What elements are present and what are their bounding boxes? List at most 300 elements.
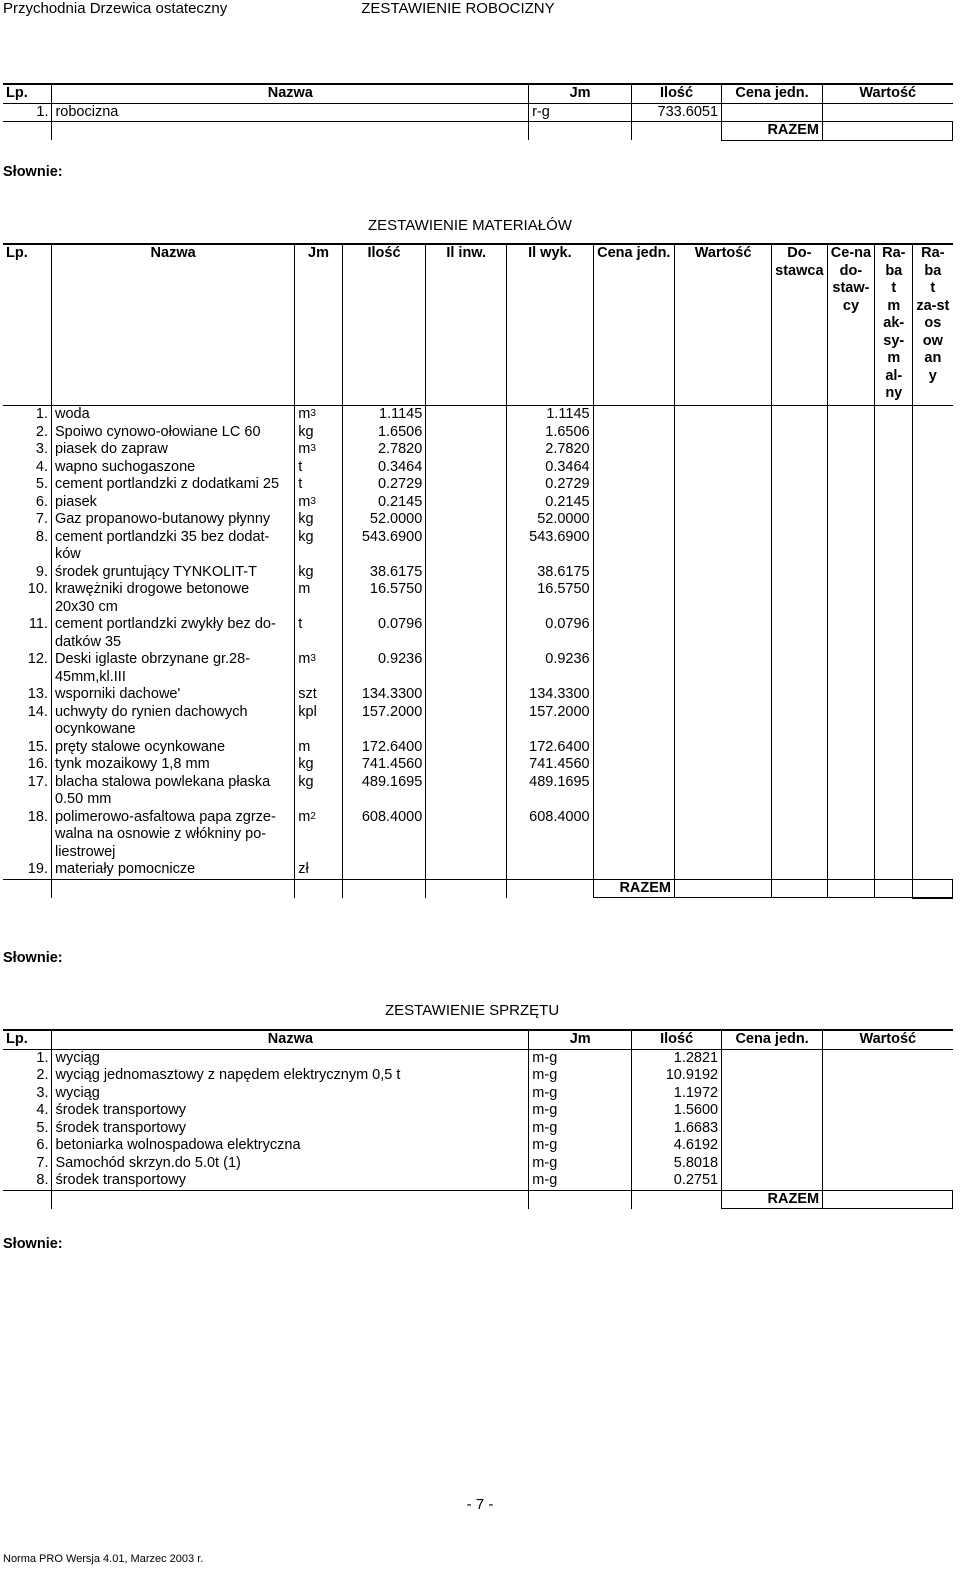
materials-title: ZESTAWIENIE MATERIAŁÓW	[368, 217, 572, 234]
row-value	[823, 1155, 953, 1173]
row-lp: 7.	[36, 1154, 49, 1171]
row-empty	[827, 616, 875, 651]
table-row	[3, 511, 953, 529]
row-lp: 5.	[36, 1119, 49, 1136]
row-lp: 6.	[35, 493, 48, 510]
row-price	[722, 1102, 823, 1120]
row-unit	[295, 511, 342, 529]
row-wyk: 741.4560	[507, 756, 594, 774]
row-empty	[593, 651, 674, 686]
row-qty: 0.2751	[632, 1172, 722, 1190]
table-row	[3, 861, 953, 879]
row-name: polimerowo-asfaltowa papa zgrze-walna na osnowie z włókniny po-liestrowej	[51, 809, 294, 862]
unit-exponent: 3	[310, 408, 316, 419]
unit-text: m	[298, 738, 311, 755]
row-name: cement portlandzki zwykły bez do-datków 35	[51, 616, 294, 651]
row-empty	[772, 424, 827, 442]
row-qty: 2.7820	[342, 441, 426, 459]
row-name: piasek do zapraw	[51, 441, 294, 459]
sum-empty	[827, 879, 875, 898]
equipment-table	[3, 1029, 953, 1209]
table-row	[3, 774, 953, 809]
equipment-col-header: Nazwa	[52, 1030, 529, 1049]
row-value	[823, 103, 953, 122]
row-lp: 14.	[27, 703, 48, 720]
row-unit	[295, 739, 342, 757]
table-row	[3, 441, 953, 459]
row-empty	[772, 564, 827, 582]
row-wyk: 0.2729	[507, 476, 594, 494]
row-empty	[593, 494, 674, 512]
row-lp: 19.	[27, 861, 48, 877]
materials-col-header: Wartość	[675, 244, 772, 406]
row-value	[823, 1120, 953, 1138]
row-empty	[875, 739, 913, 757]
unit-exponent: 2	[310, 810, 316, 822]
row-name: środek transportowy	[52, 1102, 529, 1120]
materials-col-header: Do-stawca	[772, 244, 827, 406]
row-qty: 543.6900	[342, 529, 426, 564]
row-unit: m-g	[529, 1085, 632, 1103]
row-empty	[875, 686, 913, 704]
row-unit: m-g	[529, 1049, 632, 1067]
row-empty	[913, 581, 953, 616]
row-empty	[875, 774, 913, 809]
slownie-label-3: Słownie:	[3, 1236, 63, 1252]
sum-value	[823, 1190, 953, 1209]
row-price	[722, 1049, 823, 1067]
row-empty	[875, 756, 913, 774]
row-name: wapno suchogaszone	[51, 459, 294, 477]
row-empty	[913, 704, 953, 739]
row-inw	[426, 406, 507, 424]
sum-empty	[913, 879, 953, 898]
equipment-col-header: Wartość	[823, 1030, 953, 1049]
row-qty: 4.6192	[632, 1137, 722, 1155]
row-empty	[827, 459, 875, 477]
materials-col-header: Nazwa	[51, 244, 294, 406]
unit-exponent: 3	[310, 653, 316, 664]
row-name: krawężniki drogowe betonowe 20x30 cm	[51, 581, 294, 616]
unit-text: kg	[298, 563, 314, 580]
row-empty	[913, 529, 953, 564]
row-name: środek gruntujący TYNKOLIT-T	[51, 564, 294, 582]
row-wyk: 0.3464	[507, 459, 594, 477]
sum-empty	[3, 1190, 52, 1209]
row-qty	[342, 861, 426, 879]
labor-col-header: Nazwa	[52, 84, 529, 103]
sum-empty	[632, 1190, 722, 1209]
row-empty	[827, 756, 875, 774]
row-empty	[772, 406, 827, 424]
row-unit: m-g	[529, 1120, 632, 1138]
row-empty	[593, 774, 674, 809]
sum-empty	[529, 1190, 632, 1209]
unit-text: kg	[298, 773, 314, 790]
row-empty	[675, 756, 772, 774]
row-name: wyciąg jednomasztowy z napędem elektrycznym 0,5 t	[52, 1067, 529, 1085]
row-qty: 1.2821	[632, 1049, 722, 1067]
row-qty: 172.6400	[342, 739, 426, 757]
unit-exponent: 3	[310, 443, 316, 454]
row-wyk: 543.6900	[507, 529, 594, 564]
row-name: Samochód skrzyn.do 5.0t (1)	[52, 1155, 529, 1173]
row-empty	[827, 651, 875, 686]
row-lp: 2.	[36, 1067, 49, 1083]
table-row	[3, 651, 953, 686]
row-qty: 134.3300	[342, 686, 426, 704]
row-lp: 1.	[36, 1049, 49, 1066]
materials-col-header: Cena jedn.	[593, 244, 674, 406]
row-empty	[593, 529, 674, 564]
row-wyk: 489.1695	[507, 774, 594, 809]
row-wyk	[507, 861, 594, 879]
row-inw	[426, 459, 507, 477]
row-empty	[675, 616, 772, 651]
row-empty	[875, 616, 913, 651]
row-name: środek transportowy	[52, 1172, 529, 1190]
row-name: betoniarka wolnospadowa elektryczna	[52, 1137, 529, 1155]
row-unit	[295, 809, 342, 862]
row-empty	[827, 424, 875, 442]
row-unit: m-g	[529, 1172, 632, 1190]
unit-text: t	[298, 616, 303, 632]
row-unit	[295, 529, 342, 564]
row-empty	[827, 774, 875, 809]
sum-empty	[632, 122, 722, 141]
row-lp: 12.	[27, 651, 48, 667]
row-empty	[675, 476, 772, 494]
row-wyk: 1.6506	[507, 424, 594, 442]
row-lp: 17.	[27, 773, 48, 790]
row-value	[823, 1085, 953, 1103]
row-lp: 4.	[35, 458, 48, 475]
row-empty	[593, 441, 674, 459]
row-empty	[875, 424, 913, 442]
row-empty	[593, 616, 674, 651]
row-unit	[295, 459, 342, 477]
row-empty	[875, 441, 913, 459]
row-empty	[875, 494, 913, 512]
row-unit: r-g	[529, 103, 632, 122]
row-wyk: 38.6175	[507, 564, 594, 582]
row-empty	[827, 406, 875, 424]
row-wyk: 0.9236	[507, 651, 594, 686]
row-empty	[772, 476, 827, 494]
row-empty	[675, 861, 772, 879]
row-empty	[593, 511, 674, 529]
row-empty	[593, 686, 674, 704]
table-row	[3, 476, 953, 494]
sum-empty	[3, 879, 51, 898]
row-empty	[593, 861, 674, 879]
row-lp: 4.	[36, 1102, 49, 1118]
header-section: ZESTAWIENIE ROBOCIZNY	[361, 0, 555, 17]
row-empty	[675, 529, 772, 564]
row-qty: 0.3464	[342, 459, 426, 477]
row-lp: 1.	[36, 103, 49, 120]
table-row	[3, 1120, 953, 1138]
materials-table	[3, 243, 953, 899]
row-qty: 0.2729	[342, 476, 426, 494]
row-value	[823, 1067, 953, 1085]
row-empty	[827, 739, 875, 757]
row-qty: 10.9192	[632, 1067, 722, 1085]
unit-text: m	[298, 581, 311, 597]
row-qty: 1.1972	[632, 1085, 722, 1103]
row-qty: 1.1145	[342, 406, 426, 424]
row-unit	[295, 406, 342, 424]
row-qty: 1.6683	[632, 1120, 722, 1138]
row-qty: 1.6506	[342, 424, 426, 442]
row-empty	[913, 564, 953, 582]
header-project: Przychodnia Drzewica ostateczny	[3, 0, 228, 17]
row-empty	[772, 861, 827, 879]
row-empty	[827, 441, 875, 459]
row-empty	[593, 581, 674, 616]
row-name: uchwyty do rynien dachowych ocynkowane	[51, 704, 294, 739]
row-price	[722, 1137, 823, 1155]
row-empty	[675, 459, 772, 477]
row-name: Gaz propanowo-butanowy płynny	[51, 511, 294, 529]
row-wyk: 52.0000	[507, 511, 594, 529]
row-price	[722, 1067, 823, 1085]
row-lp: 13.	[27, 686, 48, 702]
row-qty: 157.2000	[342, 704, 426, 739]
equipment-col-header: Ilość	[632, 1030, 722, 1049]
row-name: pręty stalowe ocynkowane	[51, 739, 294, 757]
row-empty	[772, 494, 827, 512]
row-qty: 741.4560	[342, 756, 426, 774]
row-wyk: 0.0796	[507, 616, 594, 651]
table-row	[3, 1049, 953, 1067]
table-row	[3, 564, 953, 582]
row-empty	[875, 406, 913, 424]
row-unit	[295, 616, 342, 651]
unit-text: kg	[298, 528, 314, 545]
unit-text: m	[298, 493, 311, 510]
table-row	[3, 739, 953, 757]
row-inw	[426, 739, 507, 757]
row-qty: 733.6051	[632, 103, 722, 122]
row-wyk: 172.6400	[507, 739, 594, 757]
row-unit	[295, 704, 342, 739]
table-row	[3, 704, 953, 739]
row-price	[722, 1085, 823, 1103]
row-lp: 7.	[35, 511, 48, 527]
row-empty	[593, 424, 674, 442]
labor-col-header: Cena jedn.	[722, 84, 823, 103]
unit-text: zł	[298, 861, 309, 877]
row-empty	[675, 494, 772, 512]
row-lp: 6.	[36, 1137, 49, 1153]
row-lp: 9.	[35, 563, 48, 580]
row-empty	[593, 564, 674, 582]
row-empty	[827, 494, 875, 512]
labor-col-header: Jm	[529, 84, 632, 103]
row-unit	[295, 494, 342, 512]
row-lp: 15.	[27, 738, 48, 755]
row-value	[823, 1172, 953, 1190]
sum-empty	[3, 122, 52, 141]
row-value	[823, 1049, 953, 1067]
page-number: - 7 -	[466, 1496, 494, 1513]
row-empty	[827, 529, 875, 564]
materials-col-header: Jm	[295, 244, 342, 406]
row-empty	[772, 651, 827, 686]
row-empty	[675, 441, 772, 459]
row-empty	[875, 704, 913, 739]
row-inw	[426, 529, 507, 564]
row-name: wyciąg	[52, 1085, 529, 1103]
table-row	[3, 103, 953, 122]
slownie-label-1: Słownie:	[3, 164, 63, 180]
row-unit	[295, 686, 342, 704]
row-empty	[913, 809, 953, 862]
materials-col-header: Ce-na do-staw-cy	[827, 244, 875, 406]
row-empty	[913, 651, 953, 686]
unit-text: kg	[298, 423, 314, 440]
row-empty	[913, 424, 953, 442]
equipment-col-header: Jm	[529, 1030, 632, 1049]
row-inw	[426, 651, 507, 686]
row-lp: 8.	[36, 1172, 49, 1188]
labor-table	[3, 83, 953, 141]
table-row	[3, 529, 953, 564]
table-row	[3, 581, 953, 616]
sum-empty	[507, 879, 594, 898]
row-empty	[772, 704, 827, 739]
row-empty	[593, 406, 674, 424]
row-empty	[827, 511, 875, 529]
unit-text: m	[298, 406, 311, 422]
row-empty	[913, 616, 953, 651]
row-empty	[913, 511, 953, 529]
table-row	[3, 1067, 953, 1085]
labor-col-header: Ilość	[632, 84, 722, 103]
row-inw	[426, 564, 507, 582]
row-wyk: 16.5750	[507, 581, 594, 616]
equipment-title: ZESTAWIENIE SPRZĘTU	[385, 1002, 560, 1019]
table-row	[3, 1172, 953, 1190]
row-qty: 38.6175	[342, 564, 426, 582]
materials-col-header: Il inw.	[426, 244, 507, 406]
row-empty	[772, 756, 827, 774]
sum-empty	[426, 879, 507, 898]
row-unit	[295, 424, 342, 442]
row-name: piasek	[51, 494, 294, 512]
sum-value	[823, 122, 953, 141]
unit-text: szt	[298, 686, 317, 702]
row-qty: 5.8018	[632, 1155, 722, 1173]
row-empty	[593, 704, 674, 739]
row-wyk: 608.4000	[507, 809, 594, 862]
row-empty	[913, 476, 953, 494]
row-inw	[426, 774, 507, 809]
row-lp: 3.	[36, 1084, 49, 1101]
row-inw	[426, 424, 507, 442]
row-unit	[295, 774, 342, 809]
row-empty	[827, 476, 875, 494]
row-empty	[875, 861, 913, 879]
row-qty: 608.4000	[342, 809, 426, 862]
sum-label: RAZEM	[722, 122, 823, 141]
materials-col-header: Lp.	[3, 244, 51, 406]
row-qty: 489.1695	[342, 774, 426, 809]
row-empty	[913, 756, 953, 774]
sum-empty	[529, 122, 632, 141]
row-qty: 16.5750	[342, 581, 426, 616]
row-unit	[295, 581, 342, 616]
row-lp: 10.	[27, 581, 48, 597]
row-empty	[772, 616, 827, 651]
equipment-col-header: Lp.	[3, 1030, 52, 1049]
row-qty: 0.0796	[342, 616, 426, 651]
row-empty	[913, 459, 953, 477]
materials-col-header: Ra-ba t za-st os ow an y	[913, 244, 953, 406]
row-wyk: 0.2145	[507, 494, 594, 512]
row-empty	[913, 774, 953, 809]
row-empty	[913, 686, 953, 704]
materials-col-header: Ra-ba t m ak-sy-m al-ny	[875, 244, 913, 406]
row-inw	[426, 494, 507, 512]
row-wyk: 2.7820	[507, 441, 594, 459]
row-empty	[913, 441, 953, 459]
sum-empty	[675, 879, 772, 898]
table-row	[3, 424, 953, 442]
row-empty	[827, 809, 875, 862]
table-row	[3, 1102, 953, 1120]
row-empty	[593, 476, 674, 494]
sum-label: RAZEM	[722, 1190, 823, 1209]
row-empty	[675, 511, 772, 529]
row-empty	[875, 564, 913, 582]
row-empty	[913, 494, 953, 512]
row-name: tynk mozaikowy 1,8 mm	[51, 756, 294, 774]
table-row	[3, 459, 953, 477]
row-wyk: 134.3300	[507, 686, 594, 704]
materials-col-header: Il wyk.	[507, 244, 594, 406]
row-empty	[675, 424, 772, 442]
row-empty	[827, 581, 875, 616]
row-empty	[772, 511, 827, 529]
row-empty	[675, 564, 772, 582]
row-empty	[827, 704, 875, 739]
sum-empty	[295, 879, 342, 898]
row-inw	[426, 511, 507, 529]
sum-row	[3, 879, 953, 898]
row-empty	[827, 564, 875, 582]
row-unit	[295, 651, 342, 686]
row-qty: 0.9236	[342, 651, 426, 686]
row-unit	[295, 861, 342, 879]
row-name: środek transportowy	[52, 1120, 529, 1138]
page-header	[3, 0, 689, 17]
row-unit	[295, 756, 342, 774]
row-empty	[772, 441, 827, 459]
row-empty	[913, 739, 953, 757]
table-row	[3, 616, 953, 651]
row-empty	[675, 686, 772, 704]
row-qty: 52.0000	[342, 511, 426, 529]
row-value	[823, 1102, 953, 1120]
unit-text: m	[298, 651, 311, 667]
row-lp: 16.	[27, 756, 48, 772]
row-unit	[295, 564, 342, 582]
row-empty	[772, 686, 827, 704]
row-lp: 3.	[35, 441, 48, 457]
sum-empty	[772, 879, 827, 898]
